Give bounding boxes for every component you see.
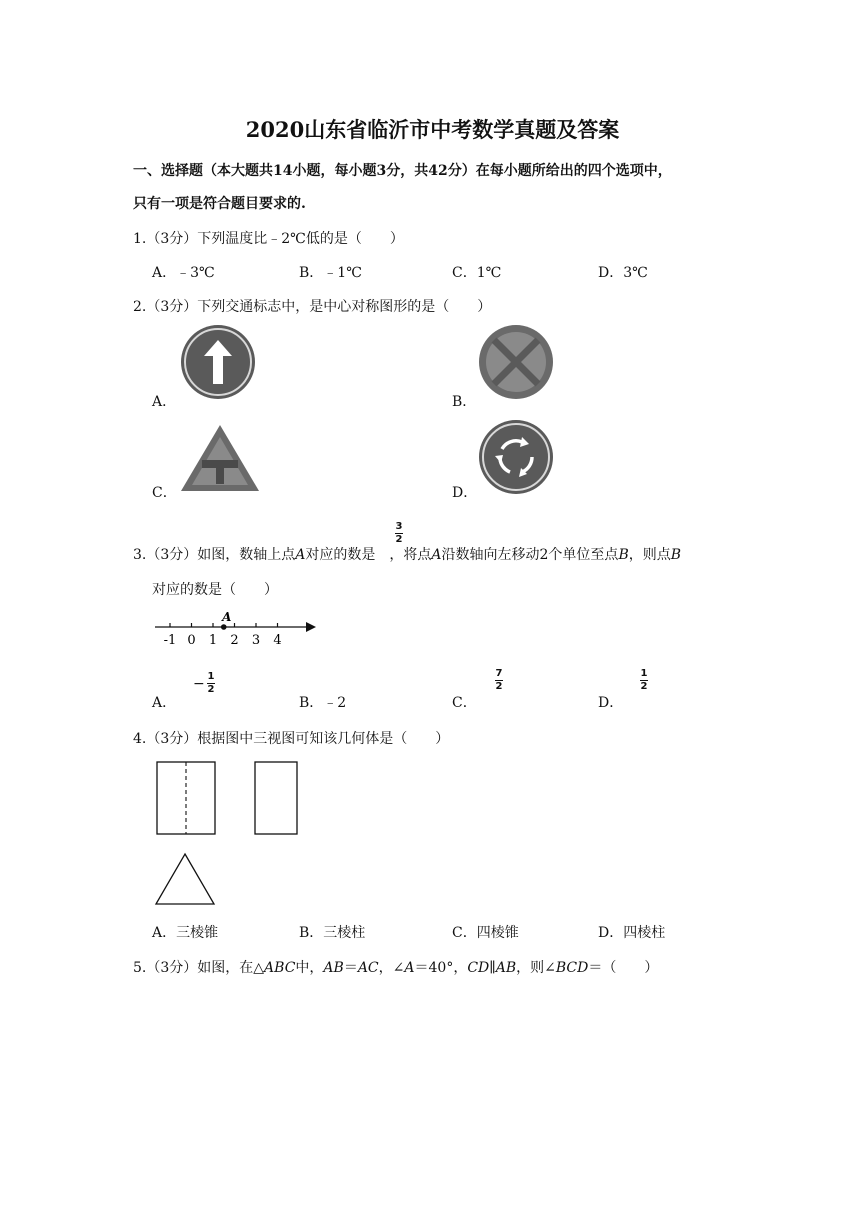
q1-option-c: C．1℃ [452,265,502,281]
q4-option-a: A．三棱锥 [152,925,219,941]
q4-option-b: B．三棱柱 [299,925,366,941]
number-line-point-label: A [222,610,232,624]
q1-option-b: B．﹣1℃ [299,265,362,281]
q3-option-d-label: D． [598,695,624,711]
roundabout-sign-icon [478,419,554,495]
section-header-line1: 一、选择题（本大题共14小题，每小题3分，共42分）在每小题所给出的四个选项中， [133,163,672,179]
page-title: 2020山东省临沂市中考数学真题及答案 [245,117,620,142]
q2-option-c: C． [152,485,177,501]
number-line-tick-label: 0 [187,633,196,648]
q3-option-a-fraction: 1 2 [207,671,215,695]
top-view [156,854,214,904]
q2-option-a: A． [152,394,177,410]
q3-option-c-fraction: 7 2 [495,668,503,692]
q2-option-b: B． [452,394,477,410]
q3-stem-line1: 3.（3分）如图，数轴上点A对应的数是 ，将点A沿数轴向左移动2个单位至点B，则点B [133,547,682,563]
number-line-tick-label: 2 [230,633,239,648]
q4-option-d: D．四棱柱 [598,925,666,941]
q4-stem: 4.（3分）根据图中三视图可知该几何体是（ ） [133,731,450,747]
q3-option-a-sign: − [193,676,205,692]
three-view-figure [150,758,310,910]
q3-option-d-fraction: 1 2 [640,668,648,692]
q1-option-a: A．﹣3℃ [152,265,215,281]
q1-stem: 1.（3分）下列温度比﹣2℃低的是（ ） [133,231,404,247]
q3-option-b: B．﹣2 [299,695,347,711]
q4-option-c: C．四棱锥 [452,925,519,941]
q3-option-a-label: A． [152,695,177,711]
q1-option-d: D．3℃ [598,265,648,281]
q2-stem: 2.（3分）下列交通标志中，是中心对称图形的是（ ） [133,299,492,315]
number-line-tick-label: 1 [208,633,218,648]
number-line-tick-label: 4 [273,633,282,648]
number-line-tick-label: -1 [163,633,177,648]
side-view [255,762,297,834]
number-line-tick-label: 3 [251,633,261,648]
section-header-line2: 只有一项是符合题目要求的. [133,196,306,212]
q3-stem-line2: 对应的数是（ ） [152,582,278,598]
no-stopping-sign-icon [478,324,554,400]
q3-fraction-three-halves: 3 2 [395,521,403,545]
t-junction-sign-icon [178,422,262,494]
up-arrow-sign-icon [180,324,256,400]
number-line-point-a [221,624,227,630]
q5-stem: 5.（3分）如图，在△ABC中，AB＝AC，∠A＝40°，CD∥AB，则∠BCD＝（ ） [133,960,659,976]
q3-option-c-label: C． [452,695,477,711]
q2-option-d: D． [452,485,478,501]
number-line-figure [150,608,320,650]
